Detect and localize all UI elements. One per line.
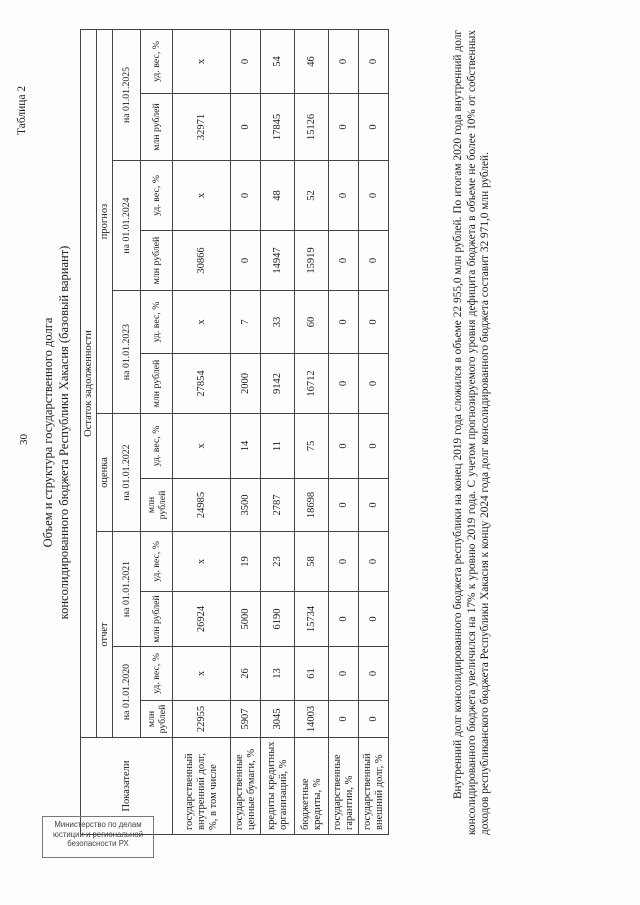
cell-mln: 17845 — [261, 94, 295, 161]
table-title — [40, 30, 72, 835]
cell-share: 33 — [261, 291, 295, 354]
row-label: государственный внутренний долг, %, в том числе — [173, 738, 231, 835]
cell-mln: 30866 — [173, 231, 231, 291]
cell-mln: 16712 — [295, 354, 329, 414]
cell-mln: 3500 — [231, 479, 261, 532]
cell-share: 0 — [359, 291, 389, 354]
table-row — [173, 29, 231, 834]
cell-share: 0 — [231, 29, 261, 93]
header-date: на 01.01.2023 — [113, 291, 141, 414]
cell-share: 0 — [329, 647, 359, 701]
cell-share: 0 — [359, 161, 389, 231]
header-mln: млн рублей — [141, 592, 173, 647]
rotated-page — [16, 30, 548, 835]
cell-share: 23 — [261, 532, 295, 592]
cell-mln: 14947 — [261, 231, 295, 291]
row-label: кредиты кредитных организаций, % — [261, 738, 295, 835]
cell-mln: 0 — [359, 354, 389, 414]
cell-share: 0 — [329, 29, 359, 93]
cell-mln: 15126 — [295, 94, 329, 161]
cell-mln: 0 — [329, 94, 359, 161]
cell-share: 11 — [261, 414, 295, 479]
page-number: 30 — [18, 434, 30, 445]
cell-mln: 0 — [329, 701, 359, 738]
cell-mln: 14003 — [295, 701, 329, 738]
header-share: уд. вес, % — [141, 291, 173, 354]
row-label: государственный внешний долг, % — [359, 738, 389, 835]
cell-share: 13 — [261, 647, 295, 701]
cell-mln: 15919 — [295, 231, 329, 291]
cell-share: 14 — [231, 414, 261, 479]
table-row — [295, 29, 329, 834]
cell-mln: 0 — [359, 701, 389, 738]
cell-mln: 32971 — [173, 94, 231, 161]
header-balance: Остаток задолженности — [81, 29, 97, 737]
cell-share: 0 — [329, 414, 359, 479]
table-row — [231, 29, 261, 834]
cell-mln: 15734 — [295, 592, 329, 647]
cell-share: 0 — [329, 291, 359, 354]
cell-mln: 27854 — [173, 354, 231, 414]
cell-mln: 5907 — [231, 701, 261, 738]
cell-share: 58 — [295, 532, 329, 592]
cell-mln: 6190 — [261, 592, 295, 647]
cell-mln: 2000 — [231, 354, 261, 414]
cell-share: 48 — [261, 161, 295, 231]
header-share: уд. вес, % — [141, 647, 173, 701]
cell-mln: 0 — [359, 231, 389, 291]
header-date: на 01.01.2021 — [113, 532, 141, 647]
header-share: уд. вес, % — [141, 161, 173, 231]
cell-mln: 0 — [359, 592, 389, 647]
header-indicators: Показатели — [81, 738, 173, 835]
header-mln: млн рублей — [141, 231, 173, 291]
explanatory-text — [452, 30, 493, 835]
table-row — [359, 29, 389, 834]
cell-share: 26 — [231, 647, 261, 701]
row-label: государственные ценные бумаги, % — [231, 738, 261, 835]
cell-mln: 5000 — [231, 592, 261, 647]
cell-share: 0 — [231, 161, 261, 231]
cell-share: 0 — [359, 414, 389, 479]
cell-share: 75 — [295, 414, 329, 479]
cell-share: 46 — [295, 29, 329, 93]
header-share: уд. вес, % — [141, 29, 173, 93]
header-forecast: прогноз — [97, 29, 113, 413]
header-mln: млн рублей — [141, 354, 173, 414]
header-mln: млн рублей — [141, 479, 173, 532]
header-date: на 01.01.2025 — [113, 29, 141, 160]
title-line-2: консолидированного бюджета Республики Хакасия (базовый вариант) — [57, 245, 71, 620]
cell-share: 0 — [329, 161, 359, 231]
cell-mln: 24985 — [173, 479, 231, 532]
row-label: бюджетные кредиты, % — [295, 738, 329, 835]
header-mln: млн рублей — [141, 94, 173, 161]
table-body — [173, 29, 389, 834]
table-row — [329, 29, 359, 834]
header-report: отчет — [97, 532, 113, 738]
cell-mln: 0 — [231, 94, 261, 161]
title-line-1: Объем и структура государственного долга — [41, 317, 55, 548]
cell-share: х — [173, 291, 231, 354]
registry-stamp: Министерство по делам юстиции и региональной безопасности РХ — [42, 816, 154, 858]
cell-share: 7 — [231, 291, 261, 354]
table-label: Таблица 2 — [16, 85, 28, 135]
cell-share: 0 — [359, 29, 389, 93]
cell-share: 54 — [261, 29, 295, 93]
cell-mln: 0 — [329, 231, 359, 291]
header-estimate: оценка — [97, 414, 113, 532]
cell-mln: 0 — [359, 94, 389, 161]
cell-share: 52 — [295, 161, 329, 231]
cell-mln: 26924 — [173, 592, 231, 647]
cell-mln: 2787 — [261, 479, 295, 532]
cell-share: 61 — [295, 647, 329, 701]
row-label: государственные гарантии, % — [329, 738, 359, 835]
cell-share: х — [173, 532, 231, 592]
cell-share: 0 — [359, 647, 389, 701]
cell-mln: 0 — [329, 354, 359, 414]
debt-table — [80, 29, 389, 835]
header-date: на 01.01.2022 — [113, 414, 141, 532]
cell-mln: 3045 — [261, 701, 295, 738]
header-share: уд. вес, % — [141, 414, 173, 479]
header-share: уд. вес, % — [141, 532, 173, 592]
header-date: на 01.01.2024 — [113, 161, 141, 291]
header-mln: млн рублей — [141, 701, 173, 738]
header-date: на 01.01.2020 — [113, 647, 141, 738]
cell-mln: 0 — [231, 231, 261, 291]
cell-share: 0 — [329, 532, 359, 592]
cell-share: х — [173, 161, 231, 231]
paragraph: Внутренний долг консолидированного бюджета республики на конец 2019 года сложился в объеме 22 955,0 млн рублей. По итогам 2020 года внутренний долг консолидированного бюджета увеличился на 17% к уровню 2019 года. С учетом прогнозируемого уровня дефицита бюджета в объеме не более 10% от собственных доходов республиканского бюджета Республики Хакасия к концу 2024 года долг консолидированного бюджета составит 32 971,0 млн рублей. — [452, 30, 491, 835]
table-row — [261, 29, 295, 834]
cell-mln: 9142 — [261, 354, 295, 414]
cell-share: 19 — [231, 532, 261, 592]
cell-share: 60 — [295, 291, 329, 354]
cell-share: 0 — [359, 532, 389, 592]
cell-mln: 22955 — [173, 701, 231, 738]
cell-mln: 0 — [359, 479, 389, 532]
cell-share: х — [173, 414, 231, 479]
cell-share: х — [173, 29, 231, 93]
cell-mln: 18698 — [295, 479, 329, 532]
cell-mln: 0 — [329, 592, 359, 647]
cell-mln: 0 — [329, 479, 359, 532]
cell-share: х — [173, 647, 231, 701]
